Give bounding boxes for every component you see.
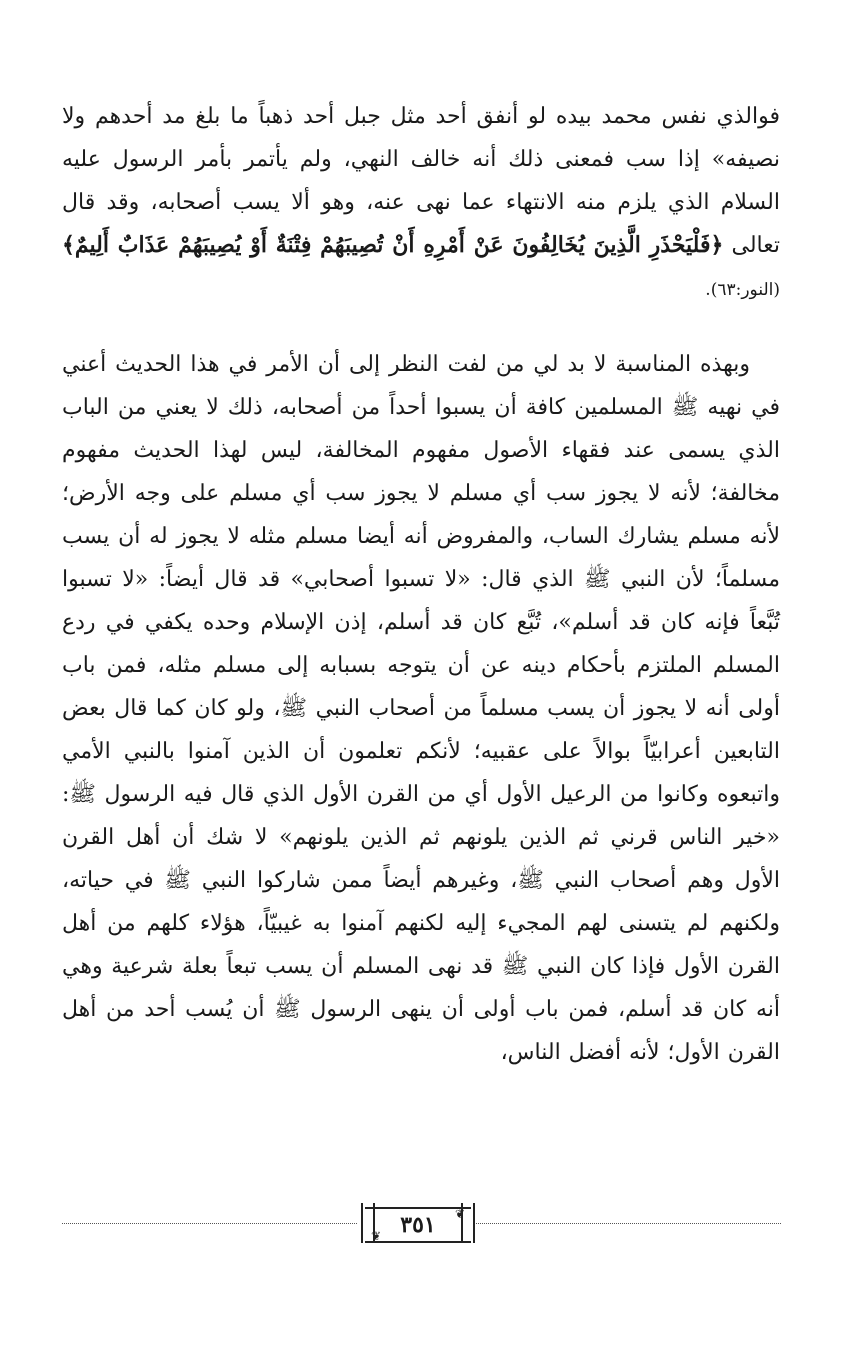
footer-rule-right — [476, 1223, 781, 1224]
paragraph-1-prose: فوالذي نفس محمد بيده لو أنفق أحد مثل جبل أحد ذهباً ما بلغ مد أحدهم ولا نصيفه» إذا سب فمعنى ذلك أنه خالف النهي، ولم يأتمر بأمر الرسول عليه السلام الذي يلزم منه الانتهاء عما نهى عنه، وهو ألا يسب أصحابه، وقد قال تعالى — [62, 104, 780, 258]
page-number: ٣٥١ — [400, 1212, 436, 1238]
page-number-frame — [365, 1207, 471, 1243]
paragraph-1-text — [62, 95, 780, 312]
footer-rule-left — [62, 1223, 357, 1224]
paragraph-2-prose: وبهذه المناسبة لا بد لي من لفت النظر إلى أن الأمر في هذا الحديث أعني في نهيه ﷺ المسلمين كافة أن يسبوا أحداً من أصحابه، ذلك لا يعني من الباب الذي يسمى عند فقهاء الأصول مفهوم المخالفة، ليس لهذا الحديث مفهوم مخالفة؛ لأنه لا يجوز سب أي مسلم لا يجوز سب أي مسلم على وجه الأرض؛ لأنه مسلم يشارك الساب، والمفروض أنه أيضا مسلم مثله لا يجوز له أن يسب مسلماً؛ لأن النبي ﷺ الذي قال: «لا تسبوا أصحابي» قد قال أيضاً: «لا تسبوا تُبَّعاً فإنه كان قد أسلم»، تُبَّع كان قد أسلم، إذن الإسلام وحده يكفي في ردع المسلم الملتزم بأحكام دينه عن أن يتوجه بسبابه إلى مسلم مثله، فمن باب أولى أنه لا يجوز أن يسب مسلماً من أصحاب النبي ﷺ، ولو كان كما قال بعض التابعين أعرابيّاً بوالاً على عقبيه؛ لأنكم تعلمون أن الذين آمنوا بالنبي الأمي واتبعوه وكانوا من الرعيل الأول أي من القرن الأول الذي قال فيه الرسول ﷺ: «خير الناس قرني ثم الذين يلونهم ثم الذين يلونهم» لا شك أن أهل القرن الأول وهم أصحاب النبي ﷺ، وغيرهم أيضاً ممن شاركوا النبي ﷺ في حياته، ولكنهم لم يتسنى لهم المجيء إليه لكنهم آمنوا به غيبيّاً، هؤلاء كلهم من أهل القرن الأول فإذا كان النبي ﷺ قد نهى المسلم أن يسب تبعاً بعلة شرعية وهي أنه كان قد أسلم، فمن باب أولى أن ينهى الرسول ﷺ أن يُسب أحد من أهل القرن الأول؛ لأنه أفضل الناس، — [62, 352, 780, 1065]
verse-citation: (النور:٦٣). — [705, 280, 780, 300]
paragraph-2 — [62, 343, 780, 1074]
paragraph-2-text — [62, 343, 780, 1074]
ornament-icon: ❦ — [371, 1229, 382, 1243]
ornament-icon: ❦ — [454, 1207, 465, 1221]
page-footer — [62, 1205, 781, 1245]
paragraph-1 — [62, 95, 780, 312]
quran-verse: ﴿فَلْيَحْذَرِ الَّذِينَ يُخَالِفُونَ عَنْ أَمْرِهِ أَنْ تُصِيبَهُمْ فِتْنَةٌ أَوْ يُصِيبَهُمْ عَذَابٌ أَلِيمٌ﴾ — [62, 232, 724, 258]
